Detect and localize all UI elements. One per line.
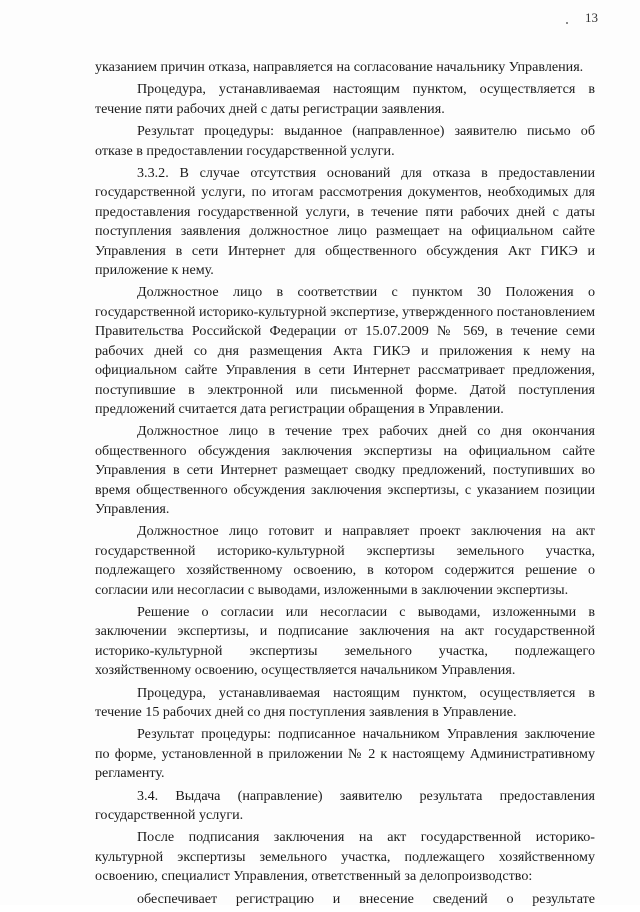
document-body (95, 58, 595, 912)
paragraph-procedure-term: Процедура, устанавливаемая настоящим пунктом, осуществляется в течение пяти рабочих дней с даты регистрации заявления. (95, 81, 595, 117)
paragraph-official-review: Должностное лицо в соответствии с пунктом 30 Положения о государственной историко-культурной экспертизе, утвержденного постановлением Правительства Российской Федерации от 15.07.2009 № 569, в течение семи рабочих дней со дня размещения Акта ГИКЭ и приложения к нему на официальном сайте Управления в сети Интернет рассматривает предложения, поступившие в электронной или письменной форме. Датой поступления предложений считается дата регистрации обращения в Управлении. (95, 284, 595, 417)
scan-speck (566, 22, 568, 24)
paragraph-section-3-3-2: 3.3.2. В случае отсутствия оснований для отказа в предоставлении государственной услуги, по итогам рассмотрения документов, необходимых для предоставления государственной услуги, в течение пяти рабочих дней с даты поступления заявления должностное лицо размещает на официальном сайте Управления в сети Интернет для общественного обсуждения Акт ГИКЭ и приложение к нему. (95, 165, 595, 279)
paragraph-registration: обеспечивает регистрацию и внесение сведений о результате (137, 890, 595, 907)
paragraph-procedure-result: Результат процедуры: выданное (направленное) заявителю письмо об отказе в предоставлении государственной услуги. (95, 123, 595, 159)
paragraph-refusal-reasons: указанием причин отказа, направляется на согласование начальнику Управления. (95, 59, 584, 75)
paragraph-section-3-4: 3.4. Выдача (направление) заявителю результата предоставления государственной услуги. (95, 787, 595, 824)
paragraph-procedure-result-signed: Результат процедуры: подписанное начальником Управления заключение по форме, установленной в приложении № 2 к настоящему Административному регламенту. (95, 726, 595, 782)
paragraph-procedure-term-15-days: Процедура, устанавливаемая настоящим пунктом, осуществляется в течение 15 рабочих дней со дня поступления заявления в Управление. (95, 684, 595, 720)
paragraph-draft-conclusion: Должностное лицо готовит и направляет проект заключения на акт государственной историко-культурной экспертизы земельного участка, подлежащего хозяйственному освоению, в котором содержится решение о согласии или несогласии с выводами, изложенными в заключении экспертизы. (95, 523, 595, 598)
paragraph-public-discussion: Должностное лицо в течение трех рабочих дней со дня окончания общественного обсуждения заключения экспертизы на официальном сайте Управления в сети Интернет размещает сводку предложений, поступивших во время общественного обсуждения заключения экспертизы, с указанием позиции Управления. (95, 423, 595, 517)
page-number: 13 (585, 10, 598, 25)
paragraph-decision: Решение о согласии или несогласии с выводами, изложенными в заключении экспертизы, и подписание заключения на акт государственной историко-культурной экспертизы земельного участка, подлежащего хозяйственному освоению, осуществляется начальником Управления. (95, 603, 595, 679)
paragraph-after-signing: После подписания заключения на акт государственной историко-культурной экспертизы земельного участка, подлежащего хозяйственному освоению, специалист Управления, ответственный за делопроизводство: (95, 829, 595, 885)
